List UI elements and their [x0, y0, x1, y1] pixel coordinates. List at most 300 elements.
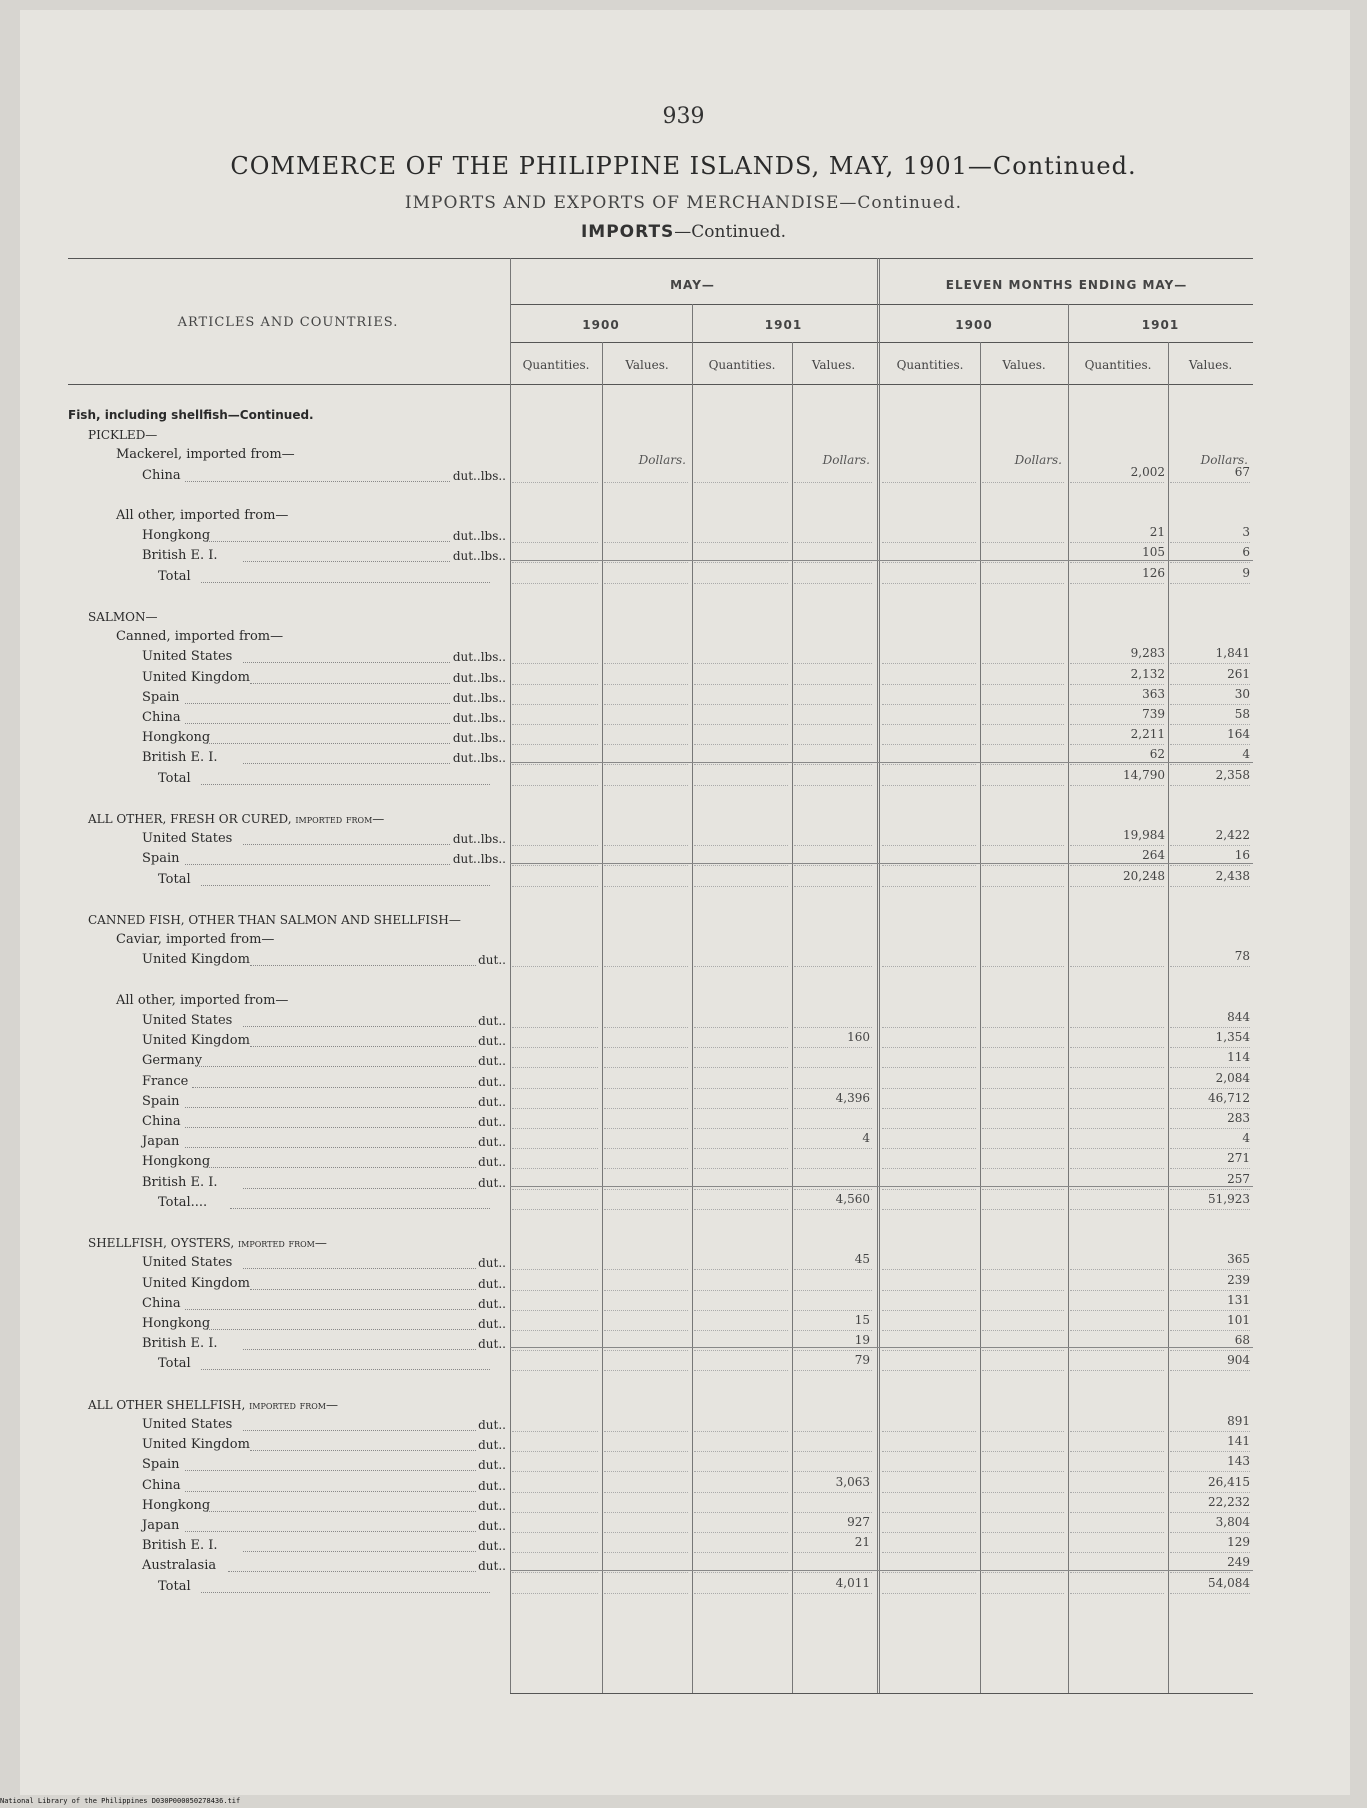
cell-leader [982, 1431, 1064, 1452]
cell-leader [512, 1189, 598, 1210]
cell-leader [882, 643, 976, 664]
dollar-value: 141 [1227, 1434, 1250, 1448]
cell-leader [1070, 1451, 1164, 1472]
cell-leader [982, 1310, 1064, 1331]
row-label: Hongkong [142, 528, 211, 543]
row-unit: dut.. [476, 1415, 506, 1435]
dollar-value: 164 [1227, 727, 1250, 741]
cell-leader [512, 1148, 598, 1169]
cell-leader [794, 1451, 872, 1472]
dollar-value: 271 [1227, 1151, 1250, 1165]
eleven-year-1901: 1901 [1141, 318, 1180, 332]
cell-leader [982, 946, 1064, 967]
total-rule [510, 1186, 1253, 1187]
cell-leader [694, 1290, 788, 1311]
table-header-rule [68, 384, 1253, 385]
quantity-value: 21 [1149, 525, 1165, 539]
row-label: Japan [142, 1518, 180, 1533]
dollar-value: 6 [1242, 545, 1250, 559]
cell-leader [882, 765, 976, 786]
dollar-value: 129 [1227, 1535, 1250, 1549]
cell-leader [604, 1007, 688, 1028]
cell-leader [512, 765, 598, 786]
cell-leader [694, 1128, 788, 1149]
dollar-value: 239 [1227, 1273, 1250, 1287]
cell-leader [512, 1088, 598, 1109]
cell-leader [604, 1148, 688, 1169]
row-unit: dut.. [476, 1476, 506, 1496]
row-unit: dut.. [476, 1536, 506, 1556]
cell-leader [794, 825, 872, 846]
leader-dots [243, 1531, 490, 1552]
row-unit: dut.. [476, 1455, 506, 1475]
cell-leader [1070, 1007, 1164, 1028]
cell-leader [512, 462, 598, 483]
cell-leader [982, 1027, 1064, 1048]
cell-leader [982, 563, 1064, 584]
cell-leader [882, 946, 976, 967]
leader-dots [250, 1269, 490, 1290]
cell-leader [604, 522, 688, 543]
cell-leader [1070, 1512, 1164, 1533]
quantity-value: 739 [1142, 707, 1165, 721]
row-unit: dut..lbs.. [451, 728, 506, 748]
cell-leader [512, 1290, 598, 1311]
cell-leader [982, 1007, 1064, 1028]
leader-dots [250, 1430, 490, 1451]
total-row-label: Total [158, 569, 191, 584]
dollar-value: 58 [1234, 707, 1250, 721]
cell-leader [1070, 1027, 1164, 1048]
cell-leader [604, 704, 688, 725]
cell-leader [604, 765, 688, 786]
row-unit: dut.. [476, 1011, 506, 1031]
cell-leader [604, 1249, 688, 1270]
leader-dots [243, 1410, 490, 1431]
row-unit: dut.. [476, 1092, 506, 1112]
table-top-rule [68, 258, 1253, 259]
quantity-value: 20,248 [1123, 869, 1165, 883]
leader-dots [199, 1046, 490, 1067]
cell-leader [694, 1310, 788, 1331]
dollar-value: 891 [1227, 1414, 1250, 1428]
cell-leader [512, 946, 598, 967]
cell-leader [604, 1532, 688, 1553]
cell-leader [604, 946, 688, 967]
leader-dots [185, 683, 491, 704]
dollar-value: 78 [1234, 949, 1250, 963]
row-unit: dut.. [476, 950, 506, 970]
total-rule [510, 863, 1253, 864]
cell-leader [604, 1310, 688, 1331]
may-year-1900: 1900 [582, 318, 620, 332]
cell-leader [794, 1007, 872, 1028]
cell-leader [694, 522, 788, 543]
cell-leader [982, 1532, 1064, 1553]
cell-leader [694, 704, 788, 725]
cell-leader [882, 1047, 976, 1068]
col-values-4: Values. [1188, 358, 1233, 372]
leader-dots [201, 562, 491, 583]
row-label: United Kingdom [142, 1437, 250, 1452]
cell-leader [512, 1451, 598, 1472]
leader-dots [243, 1168, 490, 1189]
row-label: Spain [142, 851, 180, 866]
cell-leader [982, 643, 1064, 664]
cell-leader [1070, 1290, 1164, 1311]
leader-dots [185, 1107, 491, 1128]
cell-leader [694, 1573, 788, 1594]
cell-leader [882, 563, 976, 584]
leader-dots [201, 1349, 491, 1370]
cell-leader [982, 1108, 1064, 1129]
row-label: Japan [142, 1134, 180, 1149]
row-label: PICKLED— [88, 428, 158, 442]
cell-leader [794, 724, 872, 745]
dollar-value: 101 [1227, 1313, 1250, 1327]
cell-leader [512, 1068, 598, 1089]
row-label: United States [142, 831, 233, 846]
header-may: MAY— [670, 278, 715, 292]
row-label: United States [142, 1013, 233, 1028]
dollar-value: 4,560 [835, 1192, 870, 1206]
dollar-value: 1,354 [1215, 1030, 1250, 1044]
row-label: British E. I. [142, 1538, 218, 1553]
cell-leader [604, 1068, 688, 1089]
section-heading [0, 222, 1367, 242]
dollar-value: 2,438 [1215, 869, 1250, 883]
dollars-unit: Dollars. [822, 453, 870, 467]
dollar-value: 21 [854, 1535, 870, 1549]
leader-dots [185, 703, 491, 724]
total-row-label: Total [158, 872, 191, 887]
leader-dots [243, 1248, 490, 1269]
cell-leader [604, 1492, 688, 1513]
leader-dots [185, 1127, 491, 1148]
row-label: China [142, 1114, 181, 1129]
cell-leader [1070, 1431, 1164, 1452]
cell-leader [694, 1148, 788, 1169]
cell-leader [882, 1189, 976, 1210]
row-label: China [142, 1296, 181, 1311]
cell-leader [794, 1411, 872, 1432]
cell-leader [694, 1249, 788, 1270]
quantity-value: 2,211 [1130, 727, 1165, 741]
cell-leader [512, 866, 598, 887]
cell-leader [882, 1411, 976, 1432]
row-unit: dut..lbs.. [451, 688, 506, 708]
row-unit: dut..lbs.. [451, 668, 506, 688]
cell-leader [794, 1108, 872, 1129]
row-label: Germany [142, 1053, 203, 1068]
row-label: United Kingdom [142, 952, 250, 967]
cell-leader [882, 1290, 976, 1311]
header-eleven-months: ELEVEN MONTHS ENDING MAY— [945, 278, 1188, 292]
cell-leader [794, 563, 872, 584]
dollar-value: 79 [854, 1353, 870, 1367]
cell-leader [694, 1068, 788, 1089]
dollar-value: 22,232 [1208, 1495, 1250, 1509]
cell-leader [694, 684, 788, 705]
dollar-value: 4,011 [835, 1576, 870, 1590]
cell-leader [604, 1411, 688, 1432]
cell-leader [982, 462, 1064, 483]
cell-leader [794, 462, 872, 483]
cell-leader [512, 724, 598, 745]
dollars-unit: Dollars. [638, 453, 686, 467]
row-label: British E. I. [142, 1336, 218, 1351]
cell-leader [882, 704, 976, 725]
cell-leader [882, 1492, 976, 1513]
row-label: United States [142, 649, 233, 664]
cell-leader [512, 1512, 598, 1533]
cell-leader [1070, 1047, 1164, 1068]
row-unit: dut..lbs.. [451, 849, 506, 869]
cell-leader [512, 1027, 598, 1048]
row-unit: dut.. [476, 1435, 506, 1455]
row-label: Australasia [142, 1558, 217, 1573]
cell-leader [882, 866, 976, 887]
row-label: British E. I. [142, 1175, 218, 1190]
cell-leader [1070, 1472, 1164, 1493]
row-label: All other, imported from— [116, 993, 289, 1008]
dollar-value: 261 [1227, 667, 1250, 681]
cell-leader [512, 1128, 598, 1149]
cell-leader [512, 825, 598, 846]
cell-leader [1070, 1108, 1164, 1129]
row-label: Hongkong [142, 1154, 211, 1169]
cell-leader [982, 1068, 1064, 1089]
section-heading-bold: IMPORTS [580, 222, 675, 242]
row-unit: dut.. [476, 1274, 506, 1294]
cell-leader [694, 1472, 788, 1493]
dollar-value: 4 [862, 1131, 870, 1145]
dollar-value: 131 [1227, 1293, 1250, 1307]
cell-leader [982, 1047, 1064, 1068]
row-unit: dut..lbs.. [451, 466, 506, 486]
row-unit: dut..lbs.. [451, 546, 506, 566]
cell-leader [982, 1088, 1064, 1109]
dollar-value: 1,841 [1215, 646, 1250, 660]
col-divider [1068, 304, 1069, 1693]
cell-leader [694, 1270, 788, 1291]
dollar-value: 143 [1227, 1454, 1250, 1468]
dollar-value: 283 [1227, 1111, 1250, 1125]
cell-leader [982, 1249, 1064, 1270]
quantity-value: 363 [1142, 687, 1165, 701]
row-label: China [142, 468, 181, 483]
cell-leader [794, 684, 872, 705]
col-values-1: Values. [625, 358, 669, 372]
cell-leader [694, 462, 788, 483]
cell-leader [694, 1047, 788, 1068]
dollar-value: 51,923 [1208, 1192, 1250, 1206]
cell-leader [1070, 1148, 1164, 1169]
cell-leader [982, 684, 1064, 705]
cell-leader [694, 1007, 788, 1028]
row-label: China [142, 710, 181, 725]
row-label: China [142, 1478, 181, 1493]
leader-dots [250, 945, 490, 966]
section-heading-rest: —Continued. [674, 222, 787, 242]
dollar-value: 904 [1227, 1353, 1250, 1367]
row-label: Spain [142, 1457, 180, 1472]
cell-leader [512, 563, 598, 584]
cell-leader [694, 1027, 788, 1048]
total-row-label: Total.... [158, 1195, 208, 1210]
cell-leader [512, 664, 598, 685]
cell-leader [882, 1431, 976, 1452]
dollar-value: 4 [1242, 1131, 1250, 1145]
cell-leader [1070, 1573, 1164, 1594]
cell-leader [512, 1108, 598, 1129]
dollar-value: 249 [1227, 1555, 1250, 1569]
row-label: Hongkong [142, 1498, 211, 1513]
total-row-label: Total [158, 771, 191, 786]
quantity-value: 2,002 [1130, 465, 1165, 479]
cell-leader [794, 664, 872, 685]
row-label: Spain [142, 1094, 180, 1109]
quantity-value: 264 [1142, 848, 1165, 862]
cell-leader [512, 1047, 598, 1068]
articles-header: ARTICLES AND COUNTRIES. [177, 315, 399, 330]
cell-leader [882, 462, 976, 483]
cell-leader [882, 1472, 976, 1493]
dollar-value: 54,084 [1208, 1576, 1250, 1590]
cell-leader [882, 1350, 976, 1371]
col-quantities-2: Quantities. [708, 358, 776, 372]
may-year-1901: 1901 [764, 318, 803, 332]
cell-leader [694, 724, 788, 745]
dollar-value: 3,063 [835, 1475, 870, 1489]
row-label: Fish, including shellfish—Continued. [68, 408, 314, 422]
dollar-value: 4,396 [835, 1091, 870, 1105]
cell-leader [1070, 1249, 1164, 1270]
cell-leader [512, 704, 598, 725]
cell-leader [982, 1451, 1064, 1472]
cell-leader [882, 1068, 976, 1089]
cell-leader [694, 866, 788, 887]
cell-leader [982, 1350, 1064, 1371]
cell-leader [794, 946, 872, 967]
row-unit: dut.. [476, 1253, 506, 1273]
cell-leader [882, 522, 976, 543]
leader-dots [243, 1329, 490, 1350]
quantity-value: 14,790 [1123, 768, 1165, 782]
dollar-value: 68 [1234, 1333, 1250, 1347]
cell-leader [604, 1047, 688, 1068]
row-label: Caviar, imported from— [116, 932, 275, 947]
leader-dots [185, 461, 491, 482]
quantity-value: 19,984 [1123, 828, 1165, 842]
row-label: ALL OTHER, FRESH OR CURED, imported from— [88, 812, 385, 826]
cell-leader [604, 1431, 688, 1452]
cell-leader [794, 704, 872, 725]
cell-leader [882, 1128, 976, 1149]
cell-leader [604, 1088, 688, 1109]
cell-leader [982, 1189, 1064, 1210]
cell-leader [694, 664, 788, 685]
cell-leader [1070, 1532, 1164, 1553]
cell-leader [794, 1270, 872, 1291]
leader-dots [185, 1087, 491, 1108]
row-unit: dut.. [476, 1334, 506, 1354]
eleven-year-1900: 1900 [955, 318, 993, 332]
leader-dots [206, 521, 490, 542]
cell-leader [982, 866, 1064, 887]
cell-leader [1070, 1128, 1164, 1149]
row-unit: dut.. [476, 1072, 506, 1092]
cell-leader [882, 1007, 976, 1028]
col-divider [510, 258, 511, 1693]
cell-leader [604, 1290, 688, 1311]
leader-dots [206, 723, 490, 744]
cell-leader [794, 522, 872, 543]
cell-leader [604, 1451, 688, 1472]
leader-dots [185, 1511, 491, 1532]
leader-dots [206, 1147, 490, 1168]
cell-leader [794, 1068, 872, 1089]
cell-leader [982, 1512, 1064, 1533]
cell-leader [1070, 1411, 1164, 1432]
dollar-value: 844 [1227, 1010, 1250, 1024]
row-unit: dut..lbs.. [451, 748, 506, 768]
cell-leader [982, 1492, 1064, 1513]
leader-dots [185, 1289, 491, 1310]
cell-leader [982, 1472, 1064, 1493]
dollar-value: 365 [1227, 1252, 1250, 1266]
dollar-value: 67 [1234, 465, 1250, 479]
leader-dots [201, 865, 491, 886]
cell-leader [604, 1472, 688, 1493]
row-label: ALL OTHER SHELLFISH, imported from— [88, 1398, 339, 1412]
cell-leader [604, 1270, 688, 1291]
cell-leader [512, 1411, 598, 1432]
leader-dots [243, 1006, 490, 1027]
row-label: Spain [142, 690, 180, 705]
year-rule [510, 342, 1253, 343]
cell-leader [882, 684, 976, 705]
cell-leader [694, 1512, 788, 1533]
cell-leader [512, 1431, 598, 1452]
dollar-value: 927 [847, 1515, 870, 1529]
page-title: COMMERCE OF THE PHILIPPINE ISLANDS, MAY, 1901—Continued. [230, 152, 1137, 180]
quantity-value: 105 [1142, 545, 1165, 559]
cell-leader [882, 1451, 976, 1472]
cell-leader [794, 1047, 872, 1068]
cell-leader [604, 563, 688, 584]
dollar-value: 26,415 [1208, 1475, 1250, 1489]
cell-leader [512, 1270, 598, 1291]
leader-dots [192, 1067, 490, 1088]
col-quantities-3: Quantities. [896, 358, 964, 372]
dollar-value: 19 [854, 1333, 870, 1347]
row-label: United Kingdom [142, 1276, 250, 1291]
cell-leader [882, 1027, 976, 1048]
page-subtitle: IMPORTS AND EXPORTS OF MERCHANDISE—Continued. [404, 193, 963, 213]
cell-leader [1070, 946, 1164, 967]
dollar-value: 16 [1234, 848, 1250, 862]
dollar-value: 257 [1227, 1172, 1250, 1186]
row-label: Mackerel, imported from— [116, 447, 295, 462]
cell-leader [882, 1249, 976, 1270]
cell-leader [694, 1431, 788, 1452]
cell-leader [982, 1270, 1064, 1291]
cell-leader [1070, 1189, 1164, 1210]
row-unit: dut.. [476, 1031, 506, 1051]
cell-leader [882, 1512, 976, 1533]
row-unit: dut.. [476, 1294, 506, 1314]
